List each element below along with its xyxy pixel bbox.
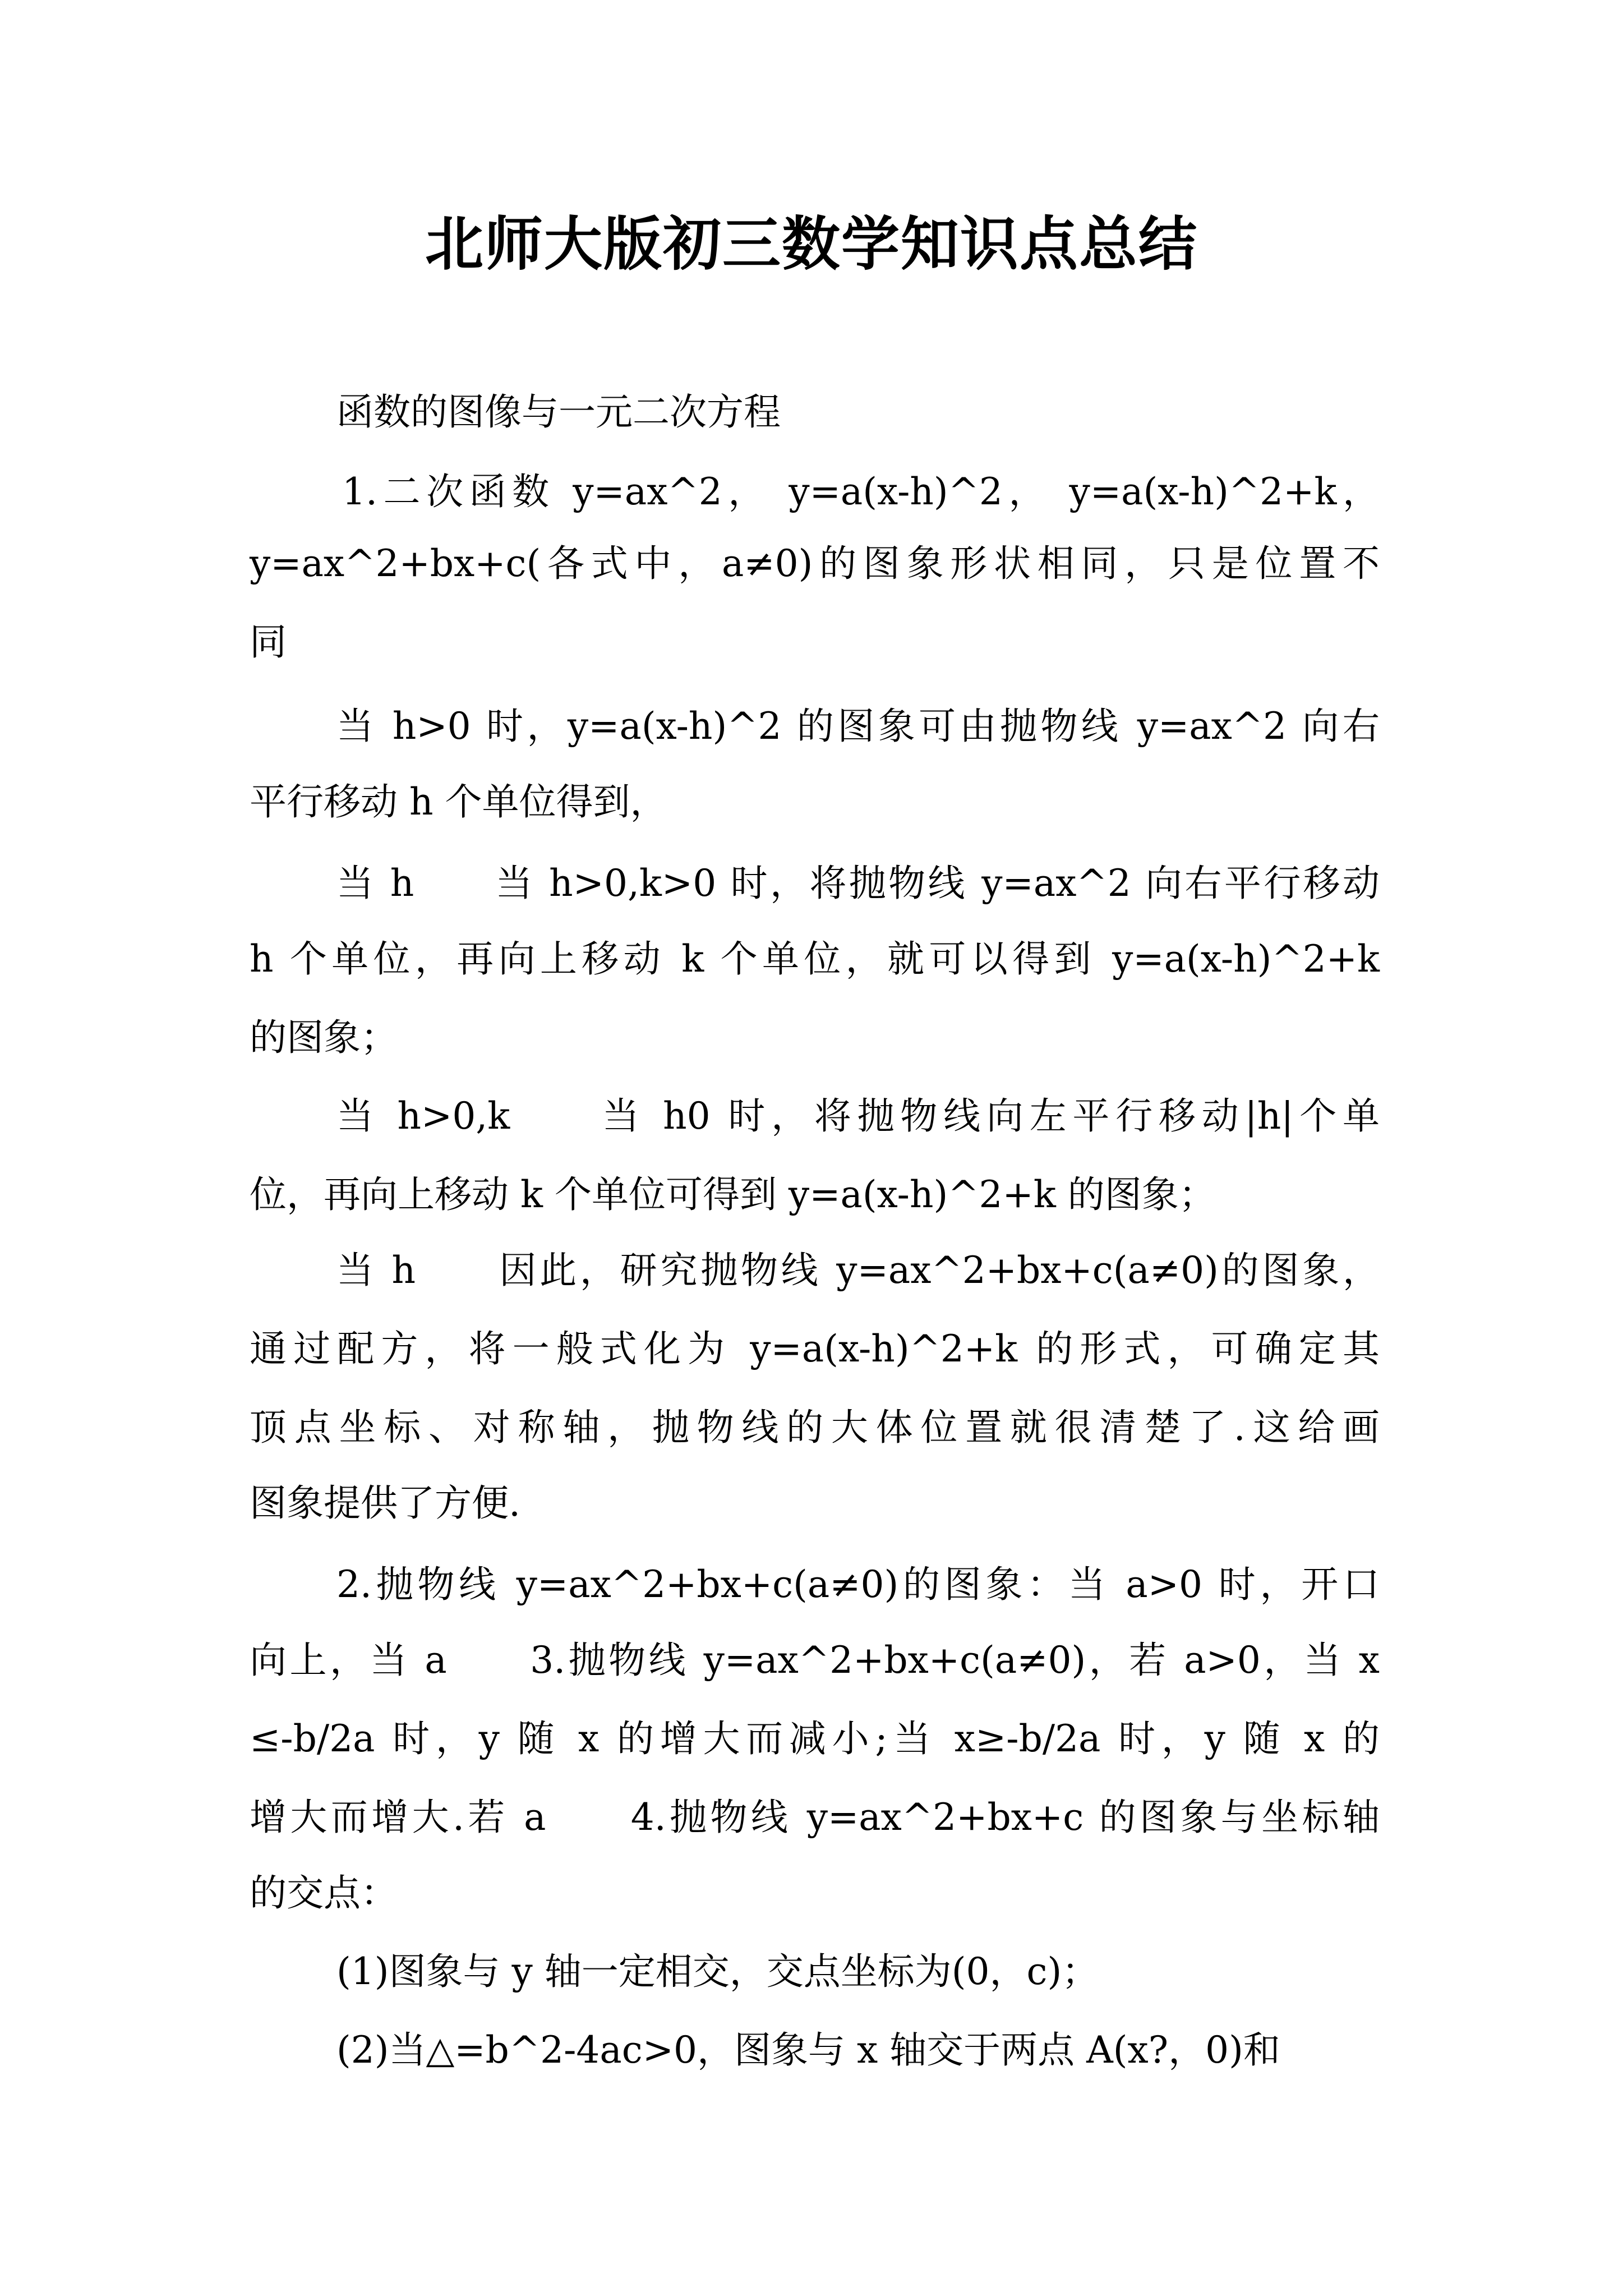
list-item: (1)图象与 y 轴一定相交，交点坐标为(0，c)； <box>336 1950 1099 1993</box>
paragraph-line: 当 h 因此，研究抛物线 y=ax^2+bx+c(a≠0)的图象， <box>336 1249 1380 1292</box>
paragraph-line: 2.抛物线 y=ax^2+bx+c(a≠0)的图象：当 a>0 时，开口 <box>336 1563 1380 1606</box>
paragraph-line: 的图象； <box>250 1016 398 1059</box>
paragraph-line: 同 <box>250 620 287 664</box>
paragraph-line: 顶点坐标、对称轴，抛物线的大体位置就很清楚了.这给画 <box>250 1406 1380 1449</box>
paragraph-line: 位，再向上移动 k 个单位可得到 y=a(x-h)^2+k 的图象； <box>250 1173 1216 1216</box>
paragraph-line: 1.二次函数 y=ax^2， y=a(x-h)^2， y=a(x-h)^2+k， <box>342 470 1380 513</box>
paragraph-line: 当 h 当 h>0,k>0 时，将抛物线 y=ax^2 向右平行移动 <box>336 862 1380 905</box>
paragraph-line: 的交点： <box>250 1871 398 1915</box>
section-heading: 函数的图像与一元二次方程 <box>336 390 781 434</box>
paragraph-line: 通过配方，将一般式化为 y=a(x-h)^2+k 的形式，可确定其 <box>250 1327 1380 1370</box>
paragraph-line: 图象提供了方便. <box>250 1481 520 1525</box>
document-title: 北师大版初三数学知识点总结 <box>425 210 1198 278</box>
paragraph-line: ≤-b/2a 时，y 随 x 的增大而减小;当 x≥-b/2a 时，y 随 x 的 <box>250 1717 1380 1760</box>
paragraph-line: 向上，当 a 3.抛物线 y=ax^2+bx+c(a≠0)，若 a>0，当 x <box>250 1639 1380 1682</box>
paragraph-line: 当 h>0 时，y=a(x-h)^2 的图象可由抛物线 y=ax^2 向右 <box>336 705 1380 748</box>
paragraph-line: 平行移动 h 个单位得到， <box>250 780 667 823</box>
paragraph-line: 增大而增大.若 a 4.抛物线 y=ax^2+bx+c 的图象与坐标轴 <box>250 1796 1380 1839</box>
paragraph-line: h 个单位，再向上移动 k 个单位，就可以得到 y=a(x-h)^2+k <box>250 937 1380 981</box>
paragraph-line: y=ax^2+bx+c(各式中，a≠0)的图象形状相同，只是位置不 <box>250 542 1380 585</box>
paragraph-line: 当 h>0,k 当 h0 时，将抛物线向左平行移动|h|个单 <box>336 1094 1380 1138</box>
list-item: (2)当△=b^2-4ac>0，图象与 x 轴交于两点 A(x?，0)和 <box>336 2028 1280 2072</box>
